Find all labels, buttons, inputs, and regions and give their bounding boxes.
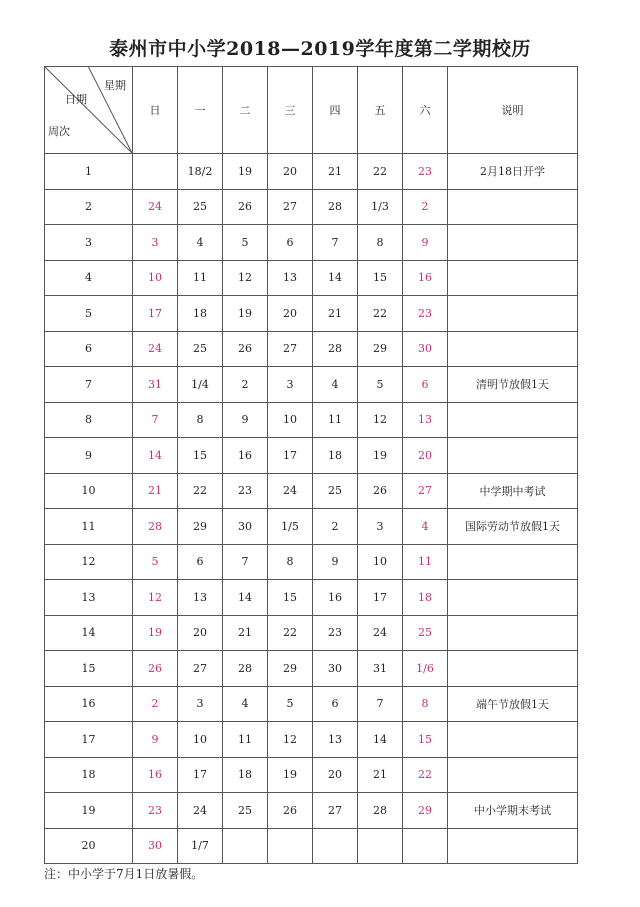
date-cell-tue: 21 (223, 615, 268, 651)
date-cell-tue (223, 828, 268, 864)
date-cell-sat: 22 (403, 757, 448, 793)
date-cell-sat: 13 (403, 402, 448, 438)
date-cell-mon: 1/7 (178, 828, 223, 864)
date-cell-sat: 18 (403, 580, 448, 616)
table-row (45, 367, 578, 403)
date-cell-sun: 3 (133, 225, 178, 261)
table-row (45, 580, 578, 616)
date-cell-wed: 5 (268, 686, 313, 722)
date-cell-thu: 21 (313, 154, 358, 190)
week-number-cell: 20 (45, 828, 133, 864)
week-number-cell: 3 (45, 225, 133, 261)
date-cell-fri: 22 (358, 296, 403, 332)
date-cell-thu: 4 (313, 367, 358, 403)
date-cell-mon: 25 (178, 189, 223, 225)
table-row (45, 509, 578, 545)
date-cell-fri: 3 (358, 509, 403, 545)
week-number-cell: 1 (45, 154, 133, 190)
table-row (45, 402, 578, 438)
date-cell-thu (313, 828, 358, 864)
date-cell-thu: 6 (313, 686, 358, 722)
date-cell-wed: 1/5 (268, 509, 313, 545)
table-row (45, 296, 578, 332)
notes-cell (448, 438, 578, 474)
table-row (45, 331, 578, 367)
date-cell-mon: 20 (178, 615, 223, 651)
date-cell-sun: 24 (133, 331, 178, 367)
date-cell-wed: 17 (268, 438, 313, 474)
date-cell-fri: 15 (358, 260, 403, 296)
date-cell-tue: 2 (223, 367, 268, 403)
date-cell-fri: 29 (358, 331, 403, 367)
date-cell-sun: 24 (133, 189, 178, 225)
date-cell-sun: 14 (133, 438, 178, 474)
date-cell-fri: 26 (358, 473, 403, 509)
notes-cell: 清明节放假1天 (448, 367, 578, 403)
week-number-cell: 4 (45, 260, 133, 296)
table-row (45, 651, 578, 687)
date-cell-wed: 20 (268, 154, 313, 190)
date-cell-mon: 8 (178, 402, 223, 438)
week-number-cell: 9 (45, 438, 133, 474)
date-cell-sat: 11 (403, 544, 448, 580)
notes-cell (448, 828, 578, 864)
date-cell-mon: 6 (178, 544, 223, 580)
header-day-sun: 日 (133, 67, 178, 154)
date-cell-tue: 4 (223, 686, 268, 722)
date-cell-tue: 28 (223, 651, 268, 687)
date-cell-sun: 26 (133, 651, 178, 687)
date-cell-fri: 28 (358, 793, 403, 829)
notes-cell (448, 225, 578, 261)
notes-cell (448, 296, 578, 332)
date-cell-thu: 16 (313, 580, 358, 616)
date-cell-sun: 21 (133, 473, 178, 509)
date-cell-fri: 1/3 (358, 189, 403, 225)
date-cell-sat: 27 (403, 473, 448, 509)
date-cell-mon: 1/4 (178, 367, 223, 403)
notes-cell: 国际劳动节放假1天 (448, 509, 578, 545)
corner-label-date: 日期 (65, 93, 87, 106)
date-cell-mon: 4 (178, 225, 223, 261)
date-cell-wed: 26 (268, 793, 313, 829)
date-cell-tue: 30 (223, 509, 268, 545)
date-cell-sun (133, 154, 178, 190)
date-cell-mon: 18/2 (178, 154, 223, 190)
notes-cell (448, 615, 578, 651)
week-number-cell: 15 (45, 651, 133, 687)
corner-label-week: 周次 (48, 125, 70, 138)
week-number-cell: 16 (45, 686, 133, 722)
header-row (45, 67, 578, 154)
date-cell-thu: 30 (313, 651, 358, 687)
date-cell-mon: 15 (178, 438, 223, 474)
date-cell-sat: 1/6 (403, 651, 448, 687)
date-cell-thu: 23 (313, 615, 358, 651)
date-cell-wed: 27 (268, 189, 313, 225)
date-cell-thu: 2 (313, 509, 358, 545)
table-row (45, 686, 578, 722)
week-number-cell: 12 (45, 544, 133, 580)
notes-cell (448, 402, 578, 438)
date-cell-mon: 22 (178, 473, 223, 509)
date-cell-sun: 19 (133, 615, 178, 651)
week-number-cell: 14 (45, 615, 133, 651)
week-number-cell: 19 (45, 793, 133, 829)
week-number-cell: 18 (45, 757, 133, 793)
date-cell-sun: 12 (133, 580, 178, 616)
date-cell-mon: 17 (178, 757, 223, 793)
date-cell-mon: 29 (178, 509, 223, 545)
date-cell-sun: 2 (133, 686, 178, 722)
date-cell-mon: 27 (178, 651, 223, 687)
week-number-cell: 17 (45, 722, 133, 758)
date-cell-sat: 8 (403, 686, 448, 722)
week-number-cell: 13 (45, 580, 133, 616)
date-cell-tue: 5 (223, 225, 268, 261)
table-row (45, 757, 578, 793)
table-row (45, 225, 578, 261)
header-day-sat: 六 (403, 67, 448, 154)
date-cell-wed: 15 (268, 580, 313, 616)
date-cell-wed: 13 (268, 260, 313, 296)
date-cell-tue: 18 (223, 757, 268, 793)
date-cell-mon: 10 (178, 722, 223, 758)
week-number-cell: 10 (45, 473, 133, 509)
date-cell-sat: 23 (403, 296, 448, 332)
date-cell-sun: 10 (133, 260, 178, 296)
date-cell-sun: 30 (133, 828, 178, 864)
date-cell-sun: 7 (133, 402, 178, 438)
date-cell-mon: 13 (178, 580, 223, 616)
date-cell-thu: 27 (313, 793, 358, 829)
date-cell-thu: 13 (313, 722, 358, 758)
date-cell-sat: 2 (403, 189, 448, 225)
date-cell-wed: 20 (268, 296, 313, 332)
notes-cell (448, 722, 578, 758)
date-cell-fri: 5 (358, 367, 403, 403)
header-day-mon: 一 (178, 67, 223, 154)
date-cell-wed: 6 (268, 225, 313, 261)
date-cell-sun: 17 (133, 296, 178, 332)
date-cell-fri: 21 (358, 757, 403, 793)
date-cell-thu: 11 (313, 402, 358, 438)
week-number-cell: 11 (45, 509, 133, 545)
date-cell-thu: 28 (313, 189, 358, 225)
header-day-tue: 二 (223, 67, 268, 154)
date-cell-wed: 24 (268, 473, 313, 509)
notes-cell: 2月18日开学 (448, 154, 578, 190)
date-cell-thu: 21 (313, 296, 358, 332)
header-day-fri: 五 (358, 67, 403, 154)
date-cell-tue: 14 (223, 580, 268, 616)
date-cell-wed: 10 (268, 402, 313, 438)
date-cell-mon: 25 (178, 331, 223, 367)
date-cell-fri (358, 828, 403, 864)
date-cell-tue: 11 (223, 722, 268, 758)
table-row (45, 544, 578, 580)
date-cell-tue: 19 (223, 296, 268, 332)
date-cell-fri: 17 (358, 580, 403, 616)
table-row (45, 722, 578, 758)
notes-cell (448, 757, 578, 793)
table-row (45, 154, 578, 190)
date-cell-thu: 7 (313, 225, 358, 261)
table-row (45, 189, 578, 225)
date-cell-fri: 22 (358, 154, 403, 190)
date-cell-fri: 12 (358, 402, 403, 438)
header-day-thu: 四 (313, 67, 358, 154)
date-cell-fri: 7 (358, 686, 403, 722)
date-cell-thu: 25 (313, 473, 358, 509)
notes-cell: 中学期中考试 (448, 473, 578, 509)
date-cell-sat: 30 (403, 331, 448, 367)
date-cell-sun: 5 (133, 544, 178, 580)
date-cell-wed: 29 (268, 651, 313, 687)
date-cell-sun: 31 (133, 367, 178, 403)
date-cell-tue: 26 (223, 189, 268, 225)
date-cell-mon: 3 (178, 686, 223, 722)
date-cell-wed: 3 (268, 367, 313, 403)
week-number-cell: 8 (45, 402, 133, 438)
date-cell-tue: 19 (223, 154, 268, 190)
date-cell-sun: 23 (133, 793, 178, 829)
page-title: 泰州市中小学2018—2019学年度第二学期校历 (109, 38, 531, 60)
date-cell-wed: 27 (268, 331, 313, 367)
date-cell-thu: 18 (313, 438, 358, 474)
date-cell-sat: 15 (403, 722, 448, 758)
date-cell-sun: 9 (133, 722, 178, 758)
table-row (45, 828, 578, 864)
date-cell-fri: 19 (358, 438, 403, 474)
corner-header-cell (45, 67, 133, 154)
date-cell-wed (268, 828, 313, 864)
date-cell-tue: 9 (223, 402, 268, 438)
date-cell-sat: 6 (403, 367, 448, 403)
date-cell-wed: 8 (268, 544, 313, 580)
notes-cell (448, 260, 578, 296)
date-cell-fri: 14 (358, 722, 403, 758)
notes-cell (448, 331, 578, 367)
date-cell-mon: 18 (178, 296, 223, 332)
date-cell-fri: 24 (358, 615, 403, 651)
date-cell-sun: 16 (133, 757, 178, 793)
date-cell-tue: 7 (223, 544, 268, 580)
date-cell-tue: 16 (223, 438, 268, 474)
week-number-cell: 6 (45, 331, 133, 367)
date-cell-sat: 29 (403, 793, 448, 829)
table-row (45, 473, 578, 509)
date-cell-sat: 23 (403, 154, 448, 190)
notes-cell (448, 189, 578, 225)
date-cell-thu: 20 (313, 757, 358, 793)
date-cell-tue: 23 (223, 473, 268, 509)
date-cell-wed: 19 (268, 757, 313, 793)
date-cell-sat: 20 (403, 438, 448, 474)
notes-cell: 端午节放假1天 (448, 686, 578, 722)
date-cell-wed: 12 (268, 722, 313, 758)
date-cell-thu: 28 (313, 331, 358, 367)
school-calendar-table (44, 66, 578, 864)
date-cell-mon: 24 (178, 793, 223, 829)
date-cell-sat (403, 828, 448, 864)
week-number-cell: 5 (45, 296, 133, 332)
date-cell-mon: 11 (178, 260, 223, 296)
date-cell-sun: 28 (133, 509, 178, 545)
notes-cell (448, 651, 578, 687)
date-cell-sat: 9 (403, 225, 448, 261)
table-row (45, 260, 578, 296)
footnote: 注：中小学于7月1日放暑假。 (44, 867, 204, 881)
date-cell-fri: 8 (358, 225, 403, 261)
date-cell-sat: 16 (403, 260, 448, 296)
date-cell-sat: 4 (403, 509, 448, 545)
date-cell-thu: 14 (313, 260, 358, 296)
date-cell-sat: 25 (403, 615, 448, 651)
table-row (45, 615, 578, 651)
notes-cell: 中小学期末考试 (448, 793, 578, 829)
date-cell-wed: 22 (268, 615, 313, 651)
date-cell-tue: 26 (223, 331, 268, 367)
week-number-cell: 7 (45, 367, 133, 403)
notes-cell (448, 544, 578, 580)
date-cell-tue: 25 (223, 793, 268, 829)
date-cell-thu: 9 (313, 544, 358, 580)
header-day-wed: 三 (268, 67, 313, 154)
table-row (45, 438, 578, 474)
notes-cell (448, 580, 578, 616)
table-row (45, 793, 578, 829)
week-number-cell: 2 (45, 189, 133, 225)
header-notes: 说明 (448, 67, 578, 154)
calendar-body (45, 154, 578, 864)
corner-label-weekday: 星期 (104, 79, 126, 92)
date-cell-fri: 10 (358, 544, 403, 580)
date-cell-fri: 31 (358, 651, 403, 687)
date-cell-tue: 12 (223, 260, 268, 296)
